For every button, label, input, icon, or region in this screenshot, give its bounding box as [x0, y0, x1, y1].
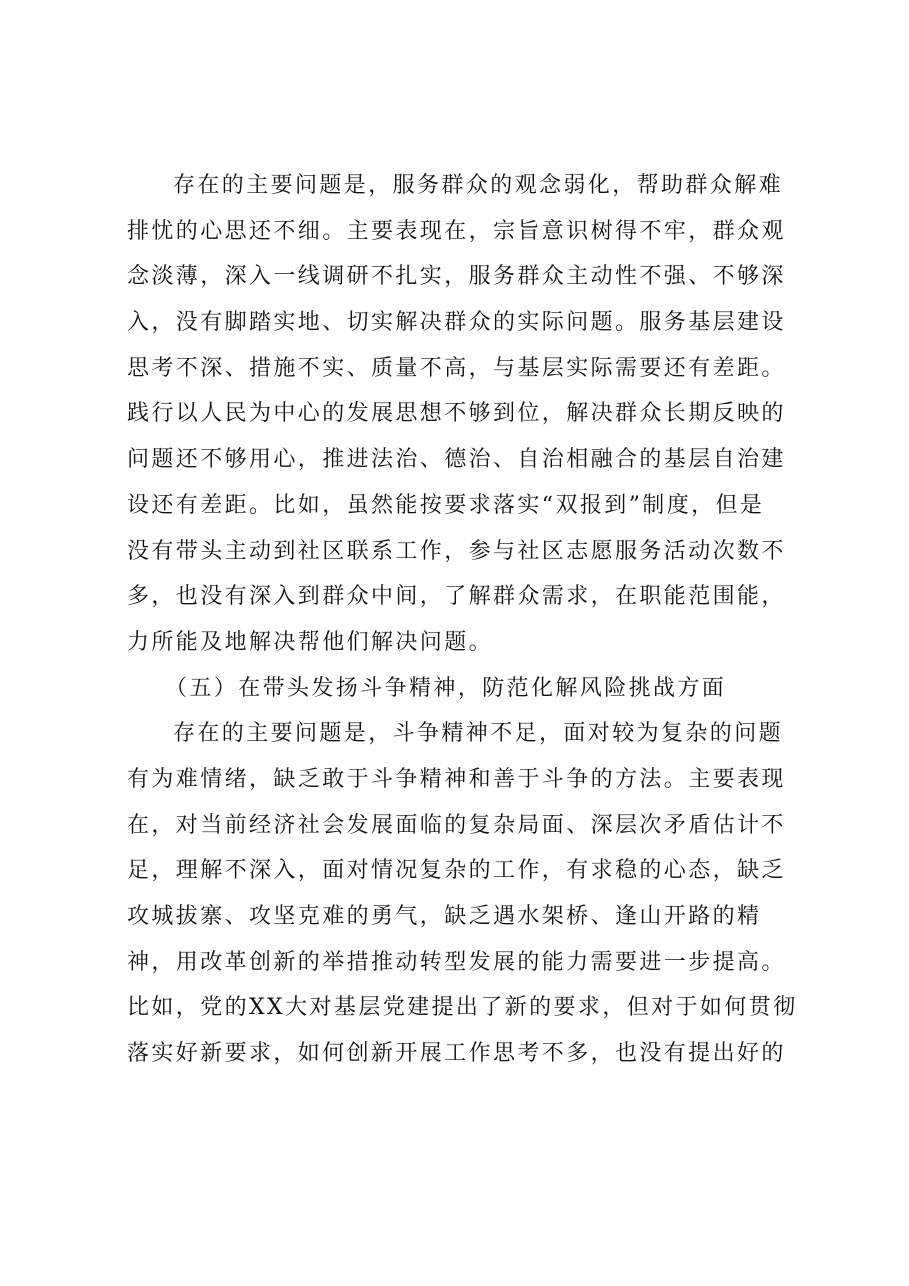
paragraph-line: 排忧的心思还不细。主要表现在，宗旨意识树得不牢，群众观: [127, 218, 786, 244]
paragraph-line: 落实好新要求，如何创新开展工作思考不多，也没有提出好的: [127, 1041, 786, 1067]
paragraph-line: 入，没有脚踏实地、切实解决群众的实际问题。服务基层建设: [127, 310, 786, 336]
paragraph-line: 存在的主要问题是，斗争精神不足，面对较为复杂的问题: [173, 721, 784, 747]
paragraph-line: 多，也没有深入到群众中间，了解群众需求，在职能范围能，: [127, 584, 786, 610]
paragraph-line: 足，理解不深入，面对情况复杂的工作，有求稳的心态，缺乏: [127, 858, 786, 884]
paragraph-line: 有为难情绪，缺乏敢于斗争精神和善于斗争的方法。主要表现: [127, 766, 786, 792]
paragraph-line: 存在的主要问题是，服务群众的观念弱化，帮助群众解难: [173, 173, 784, 198]
paragraph-line: 思考不深、措施不实、质量不高，与基层实际需要还有差距。: [127, 355, 786, 381]
paragraph-line: 践行以人民为中心的发展思想不够到位，解决群众长期反映的: [127, 401, 786, 427]
paragraph-line: 攻城拔寨、攻坚克难的勇气，缺乏遇水架桥、逢山开路的精: [127, 904, 762, 929]
paragraph-line: 力所能及地解决帮他们解决问题。: [127, 629, 494, 655]
document-body: [127, 163, 799, 1077]
paragraph-line: 神，用改革创新的举措推动转型发展的能力需要进一步提高。: [127, 949, 786, 975]
paragraph-line: 比如，党的XX大对基层党建提出了新的要求，但对于如何贯彻: [127, 995, 798, 1021]
paragraph-line: 没有带头主动到社区联系工作，参与社区志愿服务活动次数不: [127, 538, 786, 564]
section-heading: （五）在带头发扬斗争精神，防范化解风险挑战方面: [165, 675, 727, 701]
paragraph-line: 在，对当前经济社会发展面临的复杂局面、深层次矛盾估计不: [127, 812, 786, 838]
paragraph-line: 设还有差距。比如，虽然能按要求落实“双报到”制度，但是: [127, 492, 765, 518]
paragraph-line: 问题还不够用心，推进法治、德治、自治相融合的基层自治建: [127, 447, 786, 473]
paragraph-line: 念淡薄，深入一线调研不扎实，服务群众主动性不强、不够深: [127, 264, 786, 290]
